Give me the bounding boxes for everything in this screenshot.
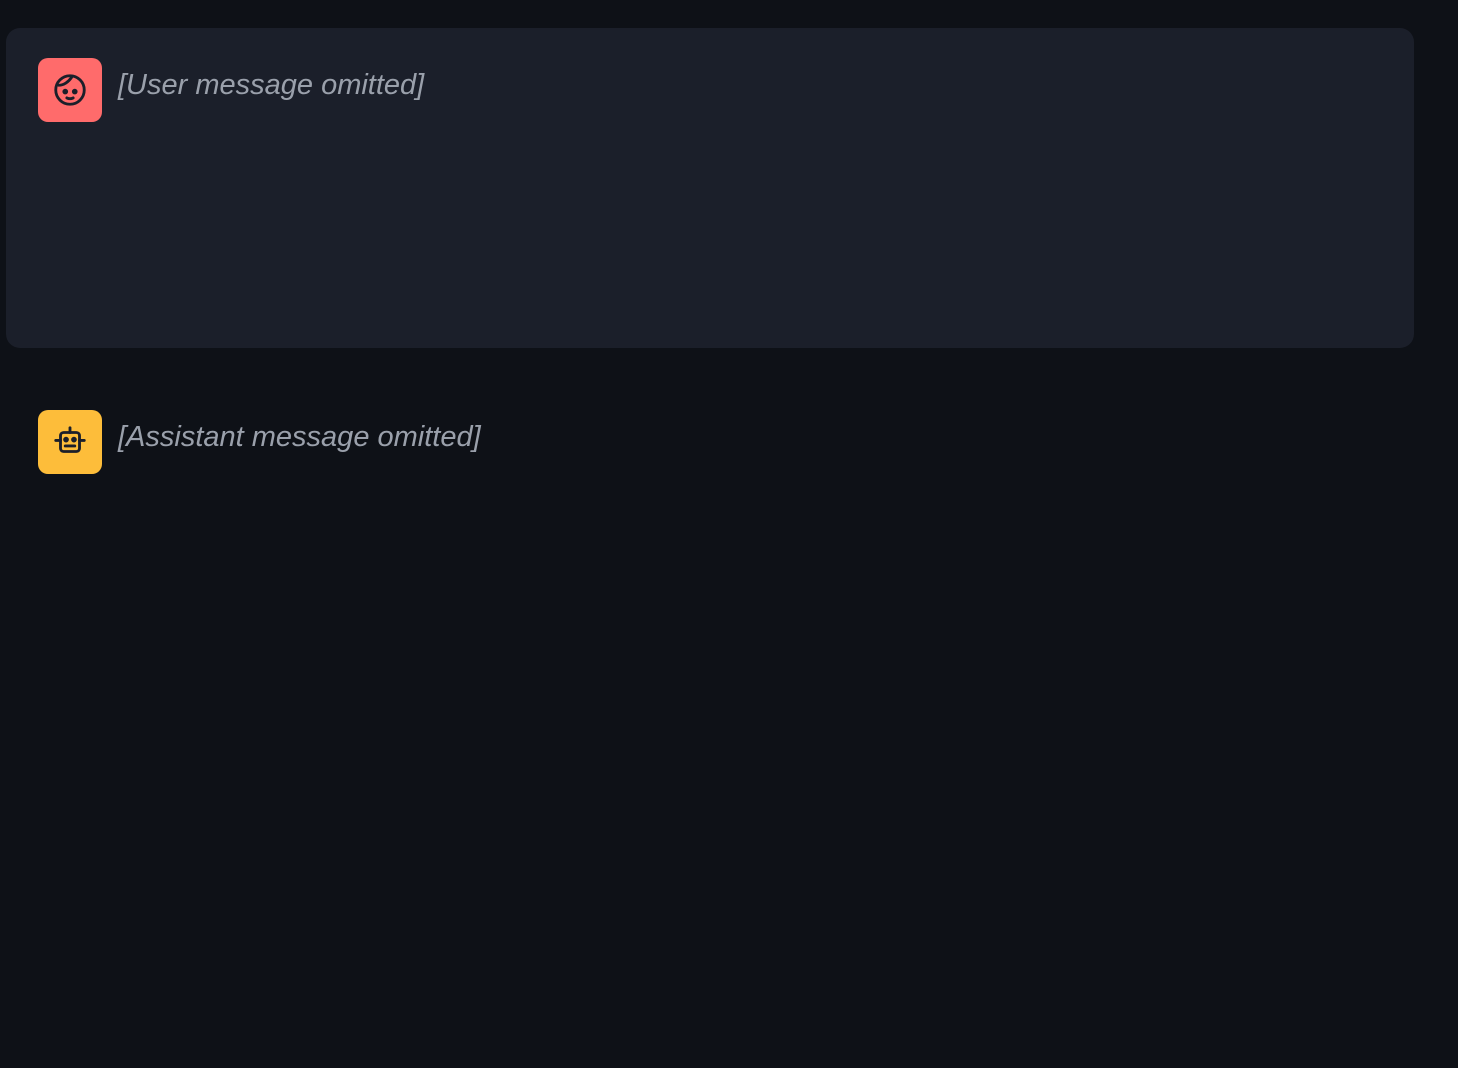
user-face-icon — [51, 71, 89, 109]
user-message — [6, 28, 1414, 348]
user-message-text: [User message omitted] — [118, 69, 425, 101]
assistant-message — [6, 380, 1414, 1040]
user-avatar — [38, 58, 102, 122]
assistant-message-text: [Assistant message omitted] — [118, 421, 481, 453]
assistant-avatar — [38, 410, 102, 474]
robot-icon — [51, 423, 89, 461]
